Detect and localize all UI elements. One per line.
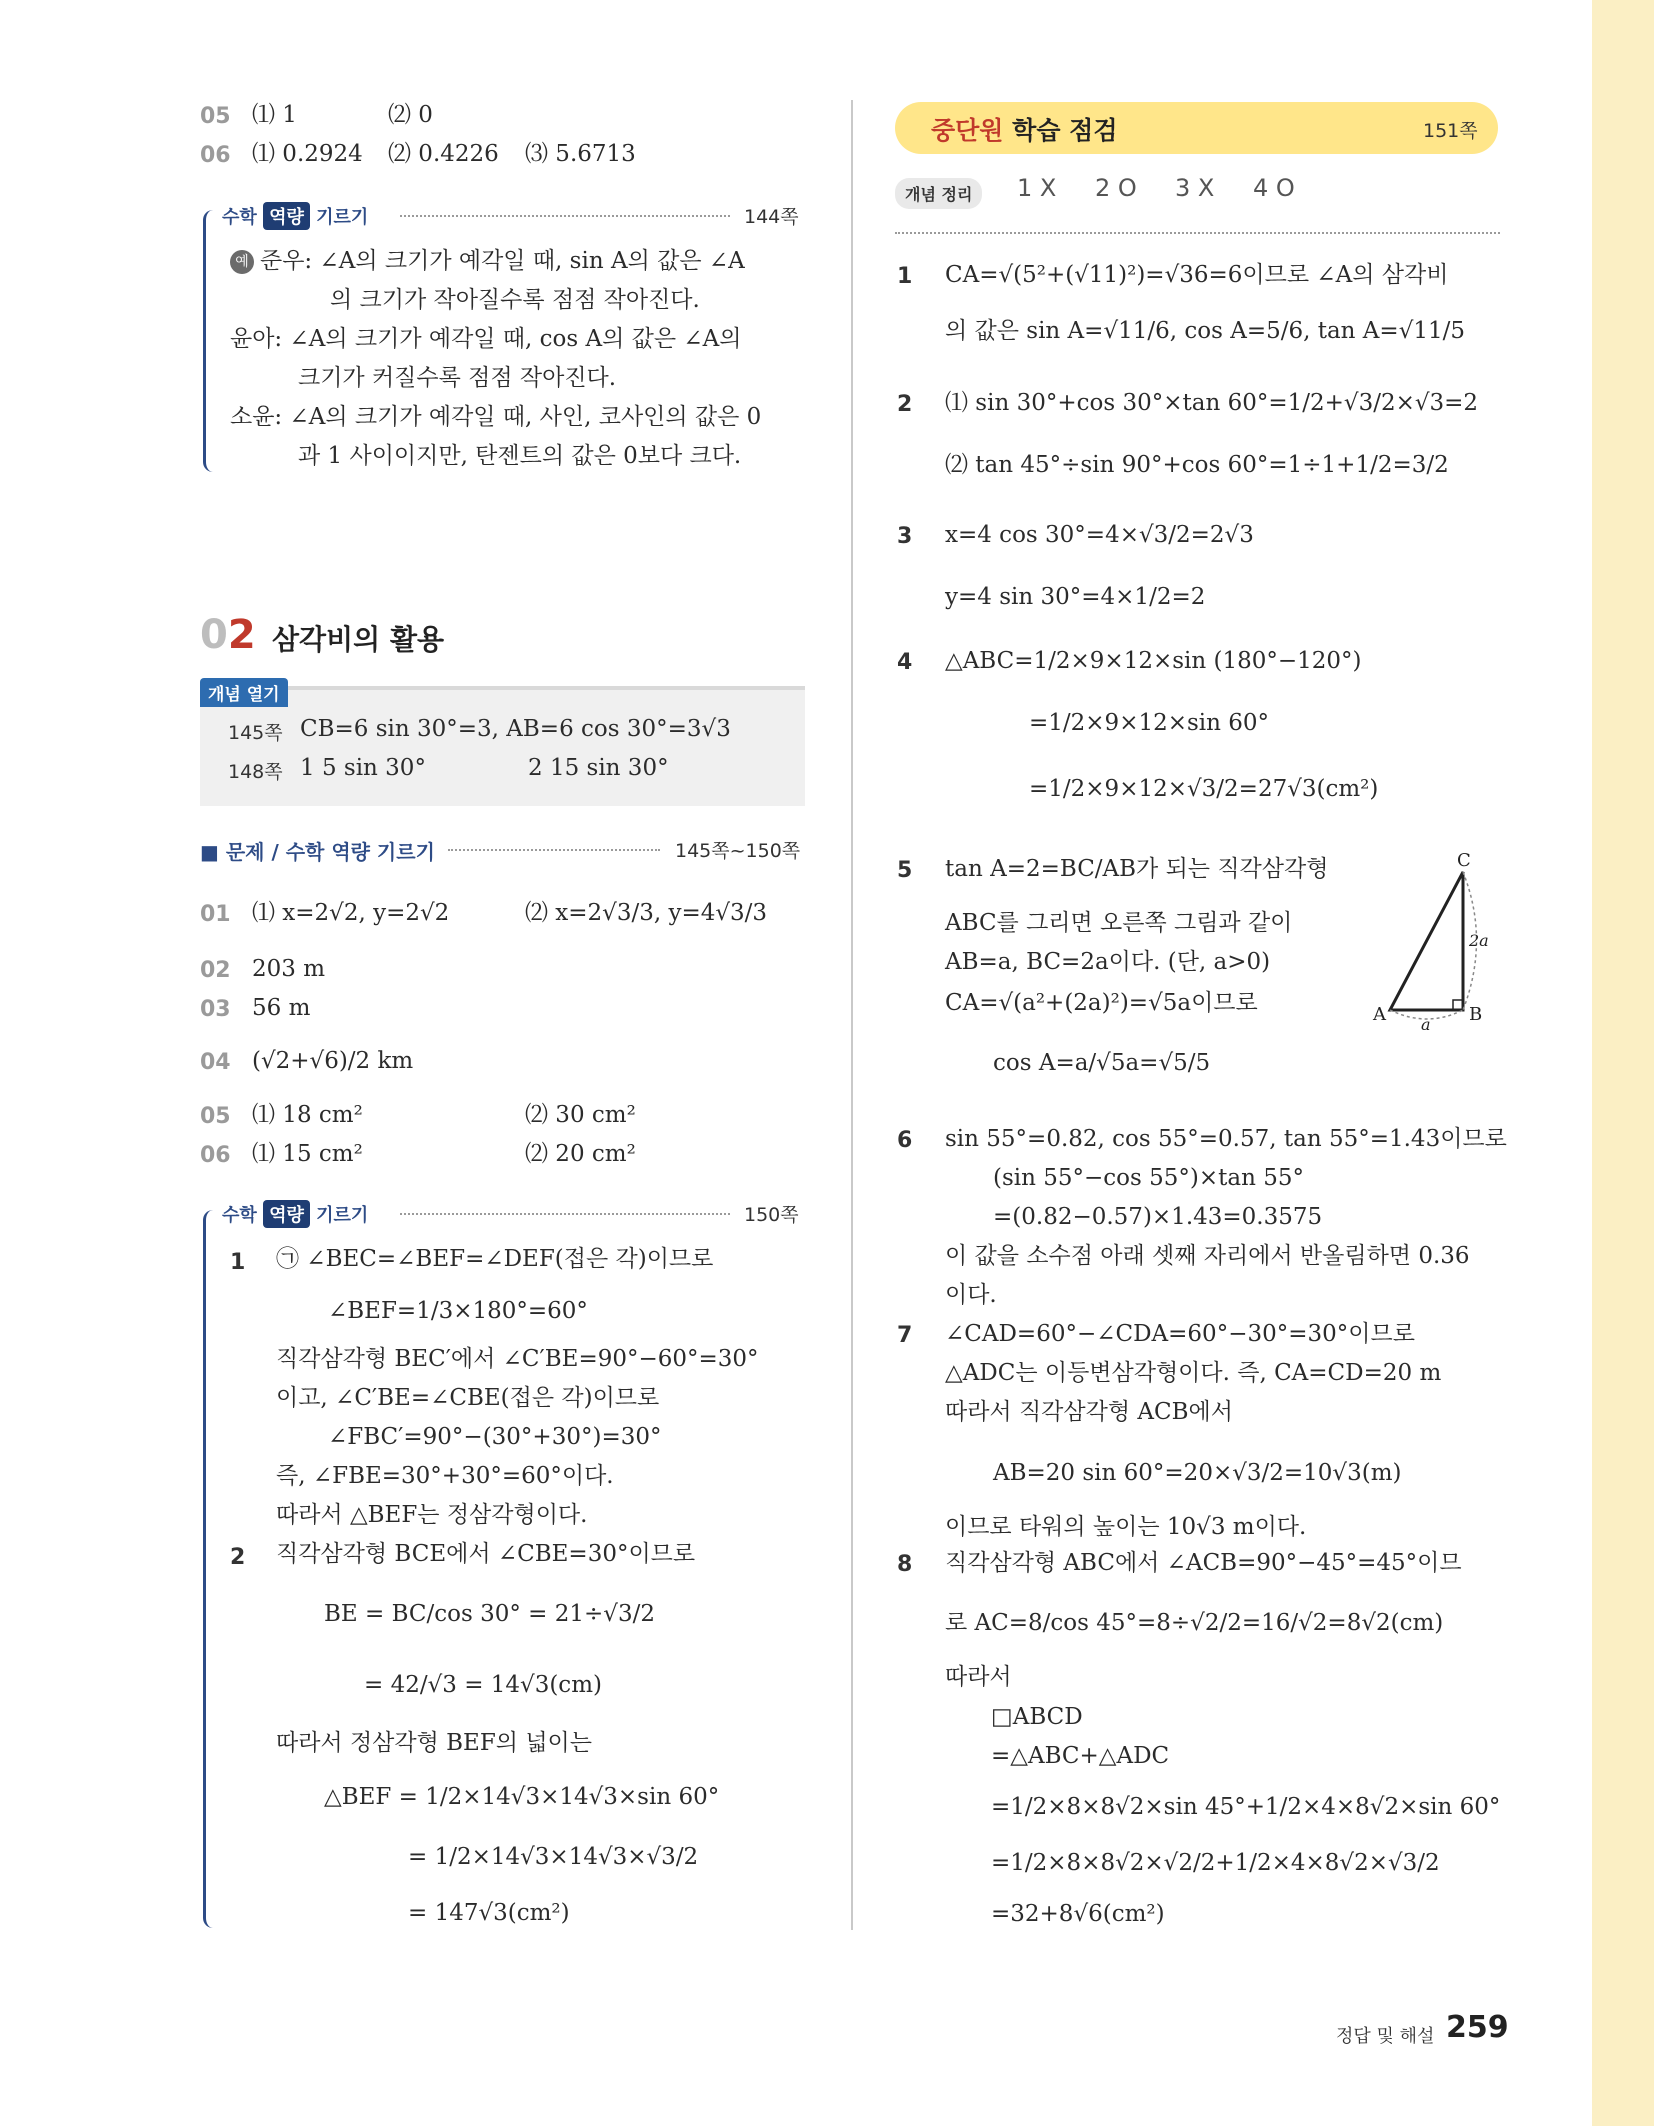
solution-line: = 42/√3 = 14√3(cm) [364,1672,602,1698]
dotted-leader [400,1213,730,1215]
solution-line: ∠BEF=1/3×180°=60° [328,1298,588,1324]
header-page: 151쪽 [1423,120,1478,142]
solution-number: 5 [897,858,913,883]
box-line: 준우: ∠A의 크기가 예각일 때, sin A의 값은 ∠A [260,248,745,274]
solution-number: 8 [897,1552,913,1577]
solution-line: 직각삼각형 BCE에서 ∠CBE=30°이므로 [276,1541,696,1567]
solution-line: (sin 55°−cos 55°)×tan 55° [993,1165,1304,1191]
answer-number: 02 [200,958,231,983]
side-2a-label: 2a [1469,931,1489,950]
section-number-a: 0 [200,612,228,658]
box-bracket [203,1210,218,1928]
solution-line: 따라서 정삼각형 BEF의 넓이는 [276,1730,592,1756]
vertex-a-label: A [1373,1004,1386,1025]
solution-line: AB=20 sin 60°=20×√3/2=10√3(m) [993,1460,1402,1486]
question-number: 1 [230,1250,246,1275]
solution-line: 직각삼각형 BEC′에서 ∠C′BE=90°−60°=30° [276,1346,759,1372]
footer-label: 정답 및 해설 [1336,2026,1435,2047]
box-title-a: 수학 [222,1205,257,1226]
concept-box-top-rule [200,686,805,690]
concept-box [200,688,805,806]
solution-line: ∠CAD=60°−∠CDA=60°−30°=30°이므로 [945,1321,1415,1347]
solution-line: x=4 cos 30°=4×√3/2=2√3 [945,522,1254,548]
answer-text: 203 m [252,956,326,982]
answer-number: 05 [200,1104,231,1129]
solution-line: 로 AC=8/cos 45°=8÷√2/2=16/√2=8√2(cm) [945,1610,1444,1636]
answer-text: (√2+√6)/2 km [252,1048,414,1074]
concept-text: 1 5 sin 30° [300,755,426,781]
vertex-c-label: C [1457,850,1471,871]
concept-text: 2 15 sin 30° [528,755,669,781]
box-line: 소윤: ∠A의 크기가 예각일 때, 사인, 코사인의 값은 0 [230,404,762,430]
answer-number: 01 [200,902,231,927]
solution-line: ABC를 그리면 오른쪽 그림과 같이 [945,910,1293,936]
solution-line: ∠FBC′=90°−(30°+30°)=30° [328,1424,662,1450]
solution-line: =△ABC+△ADC [991,1743,1170,1769]
solution-line: △ABC=1/2×9×12×sin (180°−120°) [945,648,1362,674]
answer-item: ⑴ 0.2924 [252,141,363,167]
answer-item: ⑵ 0.4226 [388,141,499,167]
side-a-label: a [1421,1015,1431,1030]
answer-item: ⑶ 5.6713 [525,141,636,167]
header-title-b: 학습 점검 [1012,116,1118,145]
concept-page: 145쪽 [228,722,283,744]
solution-line: 직각삼각형 ABC에서 ∠ACB=90°−45°=45°이므 [945,1550,1462,1576]
dotted-separator [895,232,1500,234]
answer-text: ⑵ 30 cm² [525,1102,636,1128]
solution-line: 따라서 △BEF는 정삼각형이다. [276,1502,588,1528]
solution-line: =1/2×8×8√2×sin 45°+1/2×4×8√2×sin 60° [991,1794,1501,1820]
solution-line: =1/2×9×12×sin 60° [1029,710,1270,736]
answer-item: ⑴ 1 [252,102,297,128]
box-title [222,202,368,230]
right-triangle-figure [1365,850,1495,1030]
solution-number: 4 [897,650,913,675]
solution-line: y=4 sin 30°=4×1/2=2 [945,584,1206,610]
header-title-a: 중단원 [931,116,1004,145]
solution-line: AB=a, BC=2a이다. (단, a>0) [945,949,1271,975]
box-line: 윤아: ∠A의 크기가 예각일 때, cos A의 값은 ∠A의 [230,326,742,352]
solution-line: sin 55°=0.82, cos 55°=0.57, tan 55°=1.43이므로 [945,1126,1507,1152]
solution-line: =32+8√6(cm²) [991,1901,1165,1927]
answer-text: ⑴ 18 cm² [252,1102,363,1128]
solution-line: 이므로 타워의 높이는 10√3 m이다. [945,1514,1307,1540]
vertex-b-label: B [1469,1004,1483,1025]
box-title-a: 수학 [222,207,257,228]
solution-line: cos A=a/√5a=√5/5 [993,1050,1211,1076]
answer-number: 06 [200,143,231,168]
column-divider [851,100,853,1930]
solution-line: 즉, ∠FBE=30°+30°=60°이다. [276,1463,614,1489]
box-line: 크기가 커질수록 점점 작아진다. [298,365,617,391]
answer-text: ⑴ x=2√2, y=2√2 [252,900,450,926]
solution-line: = 147√3(cm²) [408,1900,570,1926]
header-title [931,111,1117,147]
triangle-shape [1390,872,1463,1010]
section-number-b: 2 [227,612,256,658]
answer-text: ⑵ x=2√3/3, y=4√3/3 [525,900,768,926]
section-title: 삼각비의 활용 [272,623,445,656]
concept-item: 4 O [1253,174,1295,202]
box-line: 과 1 사이이지만, 탄젠트의 값은 0보다 크다. [298,443,742,469]
solution-line: 따라서 직각삼각형 ACB에서 [945,1399,1233,1425]
solution-line: 이다. [945,1282,997,1308]
concept-summary-label: 개념 정리 [895,178,982,209]
answer-item: ⑵ 0 [388,102,433,128]
dotted-leader [448,849,660,851]
box-title [222,1200,368,1228]
solution-number: 3 [897,524,913,549]
problems-heading: ■ 문제 / 수학 역량 기르기 [200,840,435,864]
concept-item: 1 X [1017,174,1057,202]
box-title-b: 역량 [263,1200,310,1228]
solution-line: BE = BC/cos 30° = 21÷√3/2 [324,1601,655,1627]
solution-line: CA=√(5²+(√11)²)=√36=6이므로 ∠A의 삼각비 [945,262,1449,288]
solution-line: 의 값은 sin A=√11/6, cos A=5/6, tan A=√11/5 [945,318,1465,344]
solution-number: 1 [897,264,913,289]
answer-number: 05 [200,104,231,129]
example-mark: 예 [230,250,254,274]
box-title-c: 기르기 [316,207,369,228]
solution-line: 이고, ∠C′BE=∠CBE(접은 각)이므로 [276,1385,660,1411]
answer-number: 04 [200,1050,231,1075]
question-number: 2 [230,1545,246,1570]
solution-line: 따라서 [945,1664,1012,1690]
answer-text: ⑴ 15 cm² [252,1141,363,1167]
solution-line: ⑴ sin 30°+cos 30°×tan 60°=1/2+√3/2×√3=2 [945,390,1479,416]
concept-label: 개념 열기 [200,678,288,707]
solution-line: △ADC는 이등변삼각형이다. 즉, CA=CD=20 m [945,1360,1442,1386]
box-title-b: 역량 [263,202,310,230]
solution-line: =1/2×8×8√2×√2/2+1/2×4×8√2×√3/2 [991,1850,1440,1876]
page-number: 259 [1446,2010,1509,2045]
answer-text: ⑵ 20 cm² [525,1141,636,1167]
concept-text: CB=6 sin 30°=3, AB=6 cos 30°=3√3 [300,716,731,742]
box-title-c: 기르기 [316,1205,369,1226]
box-bracket [203,210,218,472]
answer-text: 56 m [252,995,311,1021]
solution-line: = 1/2×14√3×14√3×√3/2 [408,1844,699,1870]
box-line: 의 크기가 작아질수록 점점 작아진다. [330,287,700,313]
box-page-ref: 144쪽 [744,206,799,228]
answer-number: 03 [200,997,231,1022]
solution-number: 6 [897,1128,913,1153]
concept-item: 2 O [1095,174,1137,202]
solution-number: 2 [897,392,913,417]
solution-line: 이 값을 소수점 아래 셋째 자리에서 반올림하면 0.36 [945,1243,1470,1269]
solution-line: =1/2×9×12×√3/2=27√3(cm²) [1029,776,1379,802]
solution-number: 7 [897,1323,913,1348]
solution-line: △BEF = 1/2×14√3×14√3×sin 60° [324,1784,720,1810]
concept-page: 148쪽 [228,761,283,783]
box-page-ref: 150쪽 [744,1204,799,1226]
solution-line: =(0.82−0.57)×1.43=0.3575 [993,1204,1323,1230]
solution-line: CA=√(a²+(2a)²)=√5a이므로 [945,990,1258,1016]
answer-number: 06 [200,1143,231,1168]
solution-line: ㉠ ∠BEC=∠BEF=∠DEF(접은 각)이므로 [276,1246,714,1272]
solution-line: □ABCD [991,1704,1083,1730]
dotted-leader [400,215,730,217]
solution-line: tan A=2=BC/AB가 되는 직각삼각형 [945,856,1329,882]
solution-line: ⑵ tan 45°÷sin 90°+cos 60°=1÷1+1/2=3/2 [945,452,1449,478]
problems-pages: 145쪽~150쪽 [675,840,801,862]
concept-item: 3 X [1175,174,1215,202]
side-strip [1592,0,1654,2126]
section-number [200,612,256,658]
